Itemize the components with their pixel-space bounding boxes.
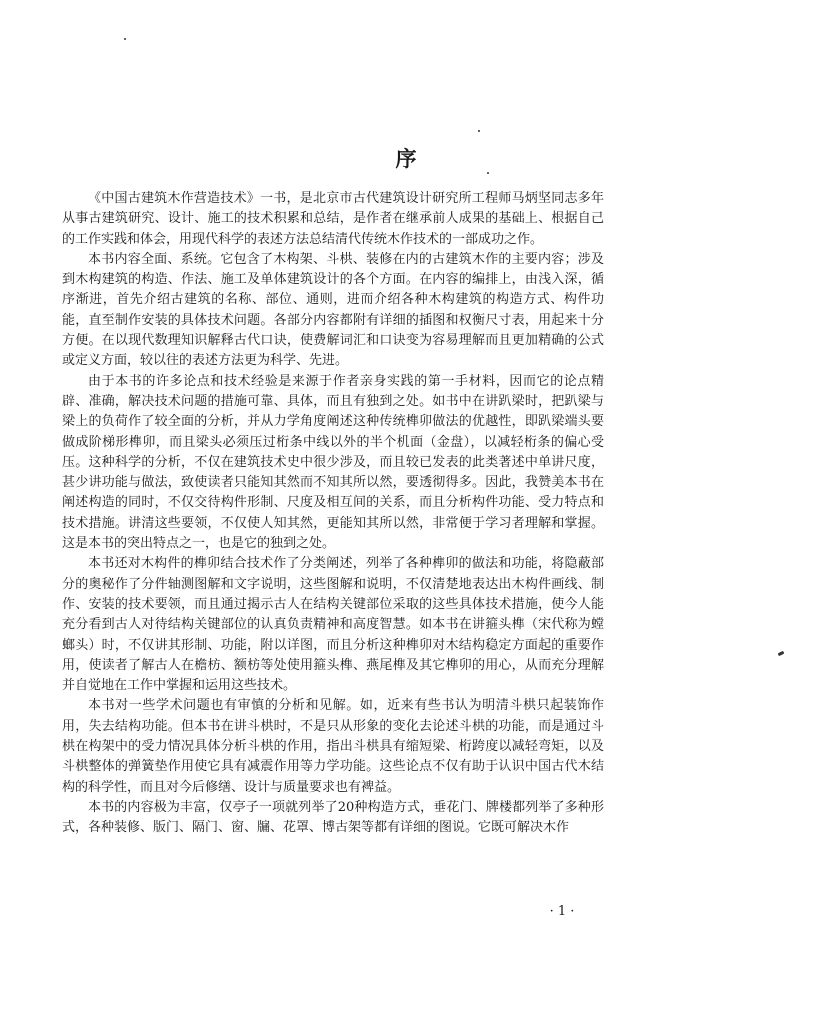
paragraph: 《中国古建筑木作营造技术》一书，是北京市古代建筑设计研究所工程师马炳坚同志多年从事古建筑研究、设计、施工的技术积累和总结，是作者在继承前人成果的基础上、根据自己的工作实践和体会，用现代科学的表述方法总结清代传统木作技术的一部成功之作。: [62, 191, 604, 247]
paragraph: 本书还对木构件的榫卯结合技术作了分类阐述，列举了各种榫卯的做法和功能，将隐蔽部分的奥秘作了分件轴测图解和文字说明，这些图解和说明，不仅清楚地表达出木构件画线、制作、安装的技术要领，而且通过揭示古人在结构关键部位采取的这些具体技术措施，使今人能充分看到古人对待结构关键部位的认真负责精神和高度智慧。如本书在讲箍头榫（宋代称为螳螂头）时，不仅讲其形制、功能，附以详图，而且分析这种榫卯对木结构稳定方面起的重要作用，使读者了解古人在檐枋、额枋等处使用箍头榫、燕尾榫及其它榫卯的用心，从而充分理解并自觉地在工作中掌握和运用这些技术。: [62, 556, 604, 694]
paragraph: 本书的内容极为丰富，仅亭子一项就列举了20种构造方式，垂花门、牌楼都列举了多种形式，各种装修、版门、隔门、窗、牖、花罩、博古架等都有详细的图说。它既可解决木作: [62, 799, 604, 836]
page-title: 序: [395, 146, 419, 171]
paragraph: 本书对一些学术问题也有审慎的分析和见解。如，近来有些书认为明清斗栱只起装饰作用，失去结构功能。但本书在讲斗栱时，不是只从形象的变化去论述斗栱的功能，而是通过斗栱在构架中的受力情况具体分析斗栱的作用，指出斗栱具有缩短梁、桁跨度以减轻弯矩，以及斗栱整体的弹簧垫作用使它具有减震作用等力学功能。这些论点不仅有助于认识中国古代木结构的科学性，而且对今后修缮、设计与质量要求也有裨益。: [62, 698, 604, 795]
scan-speck: [124, 38, 126, 40]
scan-speck: [478, 130, 480, 132]
scan-speck: [487, 172, 489, 174]
scan-speck: [778, 651, 785, 656]
page-number: · 1 ·: [549, 904, 575, 919]
paragraph: 本书内容全面、系统。它包含了木构架、斗栱、装修在内的古建筑木作的主要内容；涉及到木构建筑的构造、作法、施工及单体建筑设计的各个方面。在内容的编排上，由浅入深，循序渐进，首先介绍古建筑的名称、部位、通则，进而介绍各种木构建筑的构造方式、构件功能，直至制作安装的具体技术问题。各部分内容都附有详细的插图和权衡尺寸表，用起来十分方便。在以现代数理知识解释古代口诀，使费解词汇和口诀变为容易理解而且更加精确的公式或定义方面，较以往的表述方法更为科学、先进。: [62, 251, 604, 369]
preface-body: [62, 189, 604, 839]
paragraph: 由于本书的许多论点和技术经验是来源于作者亲身实践的第一手材料，因而它的论点精辟、准确，解决技术问题的措施可靠、具体，而且有独到之处。如书中在讲趴梁时，把趴梁与梁上的负荷作了较全面的分析，并从力学角度阐述这种传统榫卯做法的优越性，即趴梁端头要做成阶梯形榫卯，而且梁头必须压过桁条中线以外的半个机面（金盘），以减轻桁条的偏心受压。这种科学的分析，不仅在建筑技术史中很少涉及，而且较已发表的此类著述中单讲尺度，甚少讲功能与做法，致使读者只能知其然而不知其所以然，要透彻得多。因此，我赞美本书在阐述构造的同时，不仅交待构件形制、尺度及相互间的关系，而且分析构件功能、受力特点和技术措施。讲清这些要领，不仅使人知其然，更能知其所以然，非常便于学习者理解和掌握。这是本书的突出特点之一，也是它的独到之处。: [62, 373, 604, 552]
